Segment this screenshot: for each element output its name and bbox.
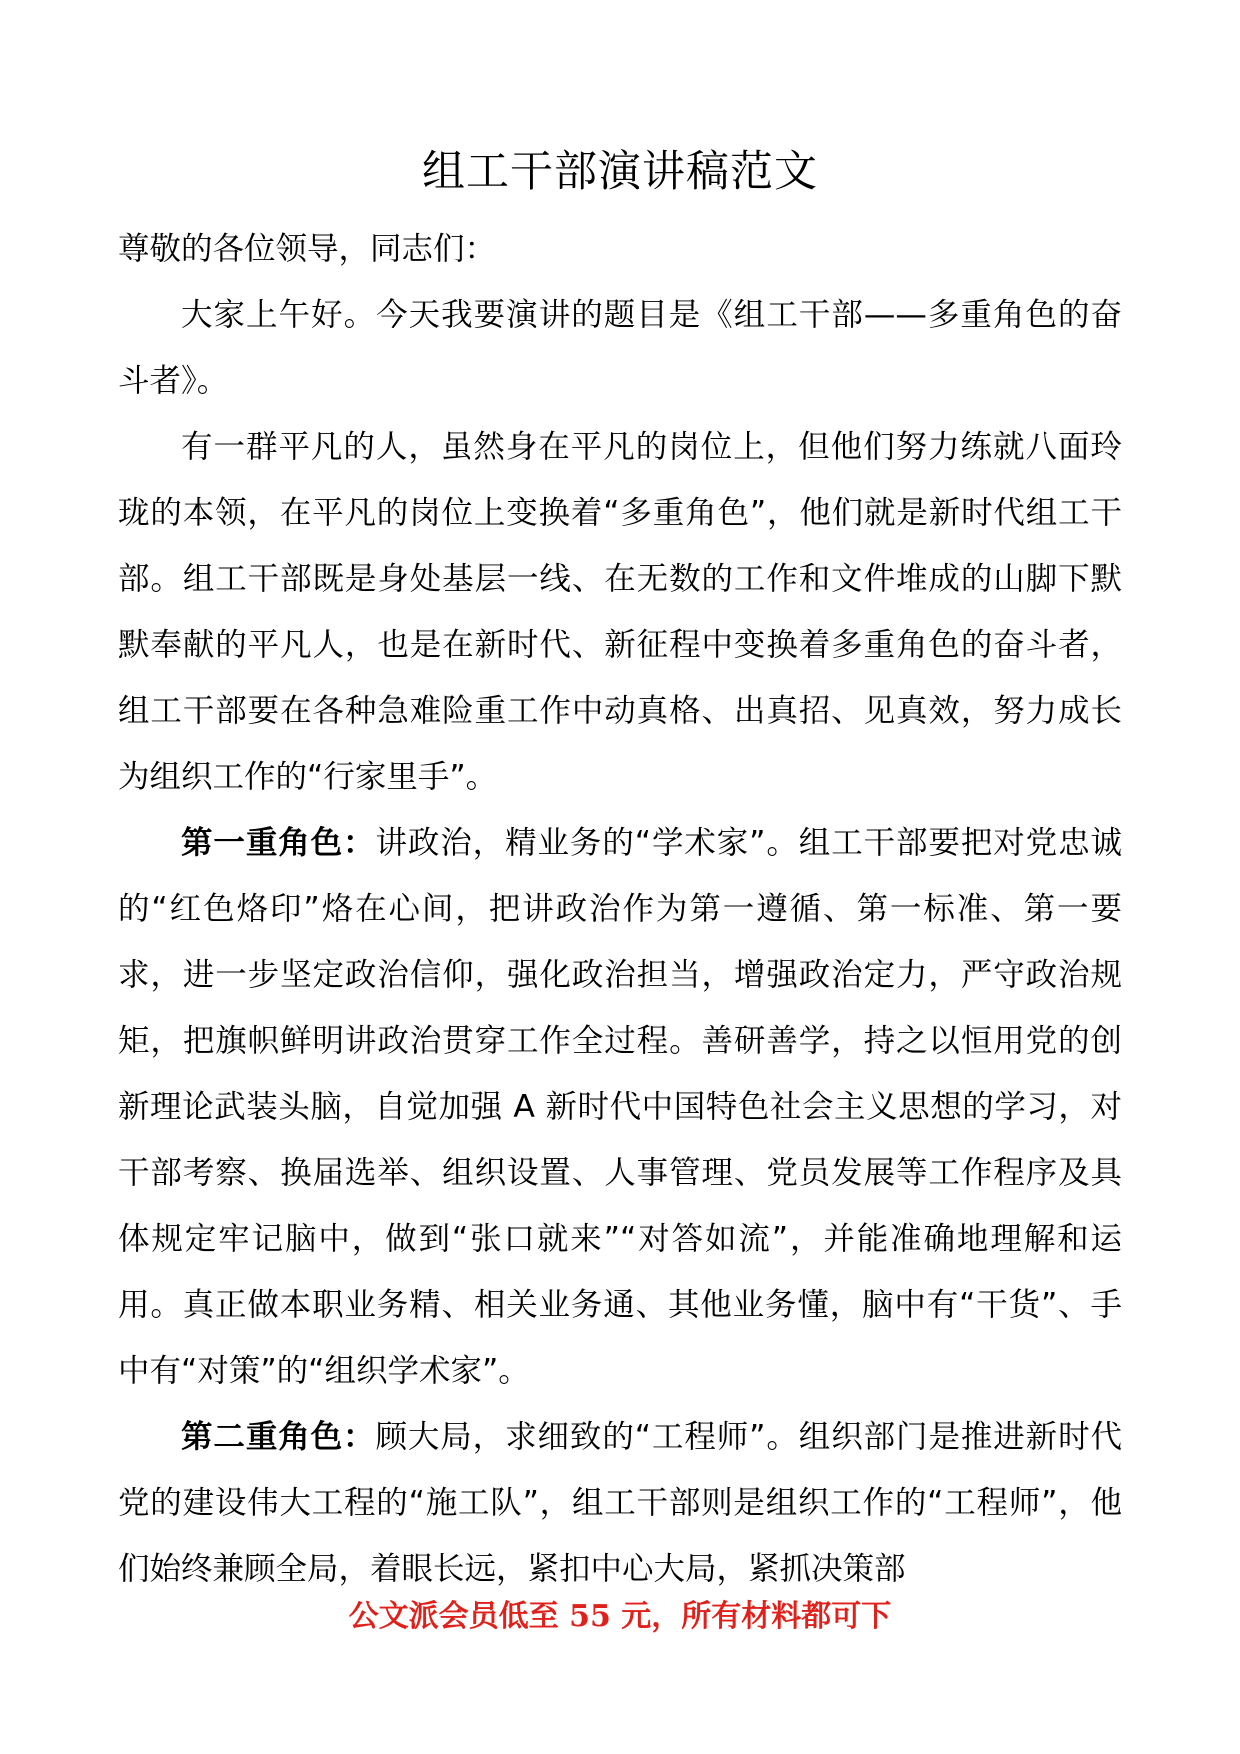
paragraph-overview: 有一群平凡的人，虽然身在平凡的岗位上，但他们努力练就八面玲珑的本领，在平凡的岗位上变换着“多重角色”，他们就是新时代组工干部。组工干部既是身处基层一线、在无数的工作和文件堆成的山脚下默默奉献的平凡人，也是在新时代、新征程中变换着多重角色的奋斗者，组工干部要在各种急难险重工作中动真格、出真招、见真效，努力成长为组织工作的“行家里手”。 — [118, 429, 1122, 795]
role-1-text: 讲政治，精业务的“学术家”。组工干部要把对党忠诚的“红色烙印”烙在心间，把讲政治作为第一遵循、第一标准、第一要求，进一步坚定政治信仰，强化政治担当，增强政治定力，严守政治规矩，把旗帜鲜明讲政治贯穿工作全过程。善研善学，持之以恒用党的创新理论武装头脑，自觉加强 A 新时代中国特色社会主义思想的学习，对干部考察、换届选举、组织设置、人事管理、党员发展等工作程序及具体规定牢记脑中，做到“张口就来”“对答如流”，并能准确地理解和运用。真正做本职业务精、相关业务通、其他业务懂，脑中有“干货”、手中有“对策”的“组织学术家”。 — [118, 825, 1122, 1389]
paragraph-intro: 大家上午好。今天我要演讲的题目是《组工干部——多重角色的奋斗者》。 — [118, 297, 1122, 399]
paragraph-role-2 — [118, 1404, 1122, 1602]
role-2-text: 顾大局，求细致的“工程师”。组织部门是推进新时代党的建设伟大工程的“施工队”，组工干部则是组织工作的“工程师”，他们始终兼顾全局，着眼长远，紧扣中心大局，紧抓决策部 — [118, 1419, 1122, 1587]
document-body — [118, 216, 1122, 1602]
paragraph-role-1 — [118, 810, 1122, 1404]
document-title: 组工干部演讲稿范文 — [422, 147, 818, 197]
promo-footer: 公文派会员低至 55 元，所有材料都可下 — [348, 1599, 892, 1634]
role-2-heading: 第二重角色： — [181, 1419, 376, 1455]
role-1-heading: 第一重角色： — [181, 825, 376, 861]
salutation: 尊敬的各位领导，同志们： — [118, 231, 497, 267]
